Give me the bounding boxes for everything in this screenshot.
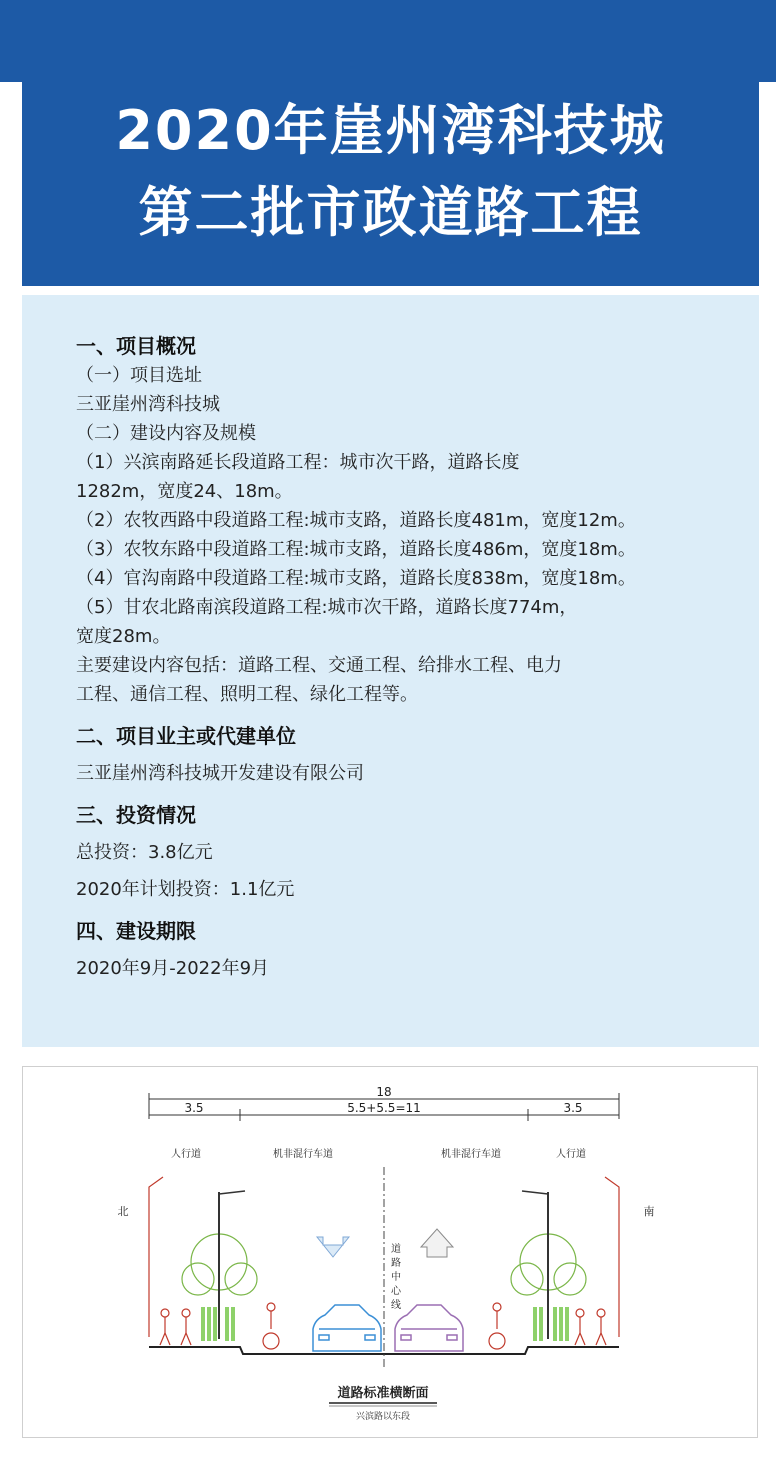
scope-item-5-line-2: 宽度28m。 bbox=[76, 626, 171, 647]
scope-item-3: （3）农牧东路中段道路工程:城市支路，道路长度486m，宽度18m。 bbox=[76, 539, 636, 560]
site-value: 三亚崖州湾科技城 bbox=[76, 394, 220, 415]
center-line-label-char-4: 心 bbox=[391, 1286, 401, 1297]
scope-label: （二）建设内容及规模 bbox=[76, 423, 256, 444]
label-north: 北 bbox=[117, 1205, 129, 1218]
site-label: （一）项目选址 bbox=[76, 365, 202, 386]
arrow-up-icon bbox=[421, 1229, 453, 1257]
scope-item-2: （2）农牧西路中段道路工程:城市支路，道路长度481m，宽度12m。 bbox=[76, 510, 636, 531]
main-content-line-1: 主要建设内容包括：道路工程、交通工程、给排水工程、电力 bbox=[76, 655, 562, 676]
dim-center: 5.5+5.5=11 bbox=[347, 1101, 421, 1115]
dim-left: 3.5 bbox=[184, 1101, 204, 1115]
pedestrian-left-2-icon bbox=[181, 1309, 191, 1345]
car-right-icon bbox=[395, 1305, 463, 1351]
label-mixed-lane-right: 机非混行车道 bbox=[441, 1149, 501, 1160]
pedestrian-right-1-icon bbox=[575, 1309, 585, 1345]
cyclist-right-icon bbox=[489, 1303, 505, 1349]
pedestrian-right-2-icon bbox=[596, 1309, 606, 1345]
scope-item-4: （4）官沟南路中段道路工程:城市支路，道路长度838m，宽度18m。 bbox=[76, 568, 636, 589]
title-banner bbox=[22, 0, 759, 286]
planned-investment-2020: 2020年计划投资：1.1亿元 bbox=[76, 879, 295, 900]
arrow-down-icon bbox=[317, 1237, 349, 1257]
diagram-subcaption: 兴滨路以东段 bbox=[355, 1412, 411, 1422]
dim-total: 18 bbox=[376, 1085, 392, 1099]
center-line-label-char-5: 线 bbox=[391, 1300, 401, 1311]
dim-right: 3.5 bbox=[563, 1101, 583, 1115]
page-title-line-1: 2020年崖州湾科技城 bbox=[115, 99, 666, 162]
section-heading-period: 四、建设期限 bbox=[76, 919, 196, 943]
construction-period: 2020年9月-2022年9月 bbox=[76, 958, 270, 979]
owner-value: 三亚崖州湾科技城开发建设有限公司 bbox=[76, 763, 364, 784]
label-south: 南 bbox=[643, 1205, 655, 1218]
scope-item-1-line-1: （1）兴滨南路延长段道路工程：城市次干路，道路长度 bbox=[76, 452, 520, 473]
section-heading-investment: 三、投资情况 bbox=[76, 803, 196, 827]
cyclist-left-icon bbox=[263, 1303, 279, 1349]
cross-section-svg bbox=[23, 1067, 757, 1437]
shrubs-right-icon bbox=[533, 1307, 569, 1341]
road-cross-section-diagram bbox=[22, 1066, 758, 1438]
label-sidewalk-right: 人行道 bbox=[556, 1149, 586, 1160]
section-heading-owner: 二、项目业主或代建单位 bbox=[76, 724, 296, 748]
section-heading-overview: 一、项目概况 bbox=[76, 334, 196, 358]
scope-item-1-line-2: 1282m，宽度24、18m。 bbox=[76, 481, 293, 502]
project-info-panel bbox=[22, 295, 759, 1047]
main-content-line-2: 工程、通信工程、照明工程、绿化工程等。 bbox=[76, 684, 418, 705]
diagram-caption: 道路标准横断面 bbox=[337, 1386, 429, 1401]
center-line-label-char-2: 路 bbox=[391, 1258, 401, 1269]
center-line-label bbox=[391, 1242, 402, 1311]
center-line-label-char-1: 道 bbox=[391, 1244, 401, 1255]
scope-item-5-line-1: （5）甘农北路南滨段道路工程:城市次干路，道路长度774m， bbox=[76, 597, 578, 618]
car-left-icon bbox=[313, 1305, 381, 1351]
project-info-content bbox=[76, 331, 726, 983]
center-line-label-char-3: 中 bbox=[391, 1272, 401, 1283]
label-sidewalk-left: 人行道 bbox=[171, 1149, 201, 1160]
pedestrian-left-1-icon bbox=[160, 1309, 170, 1345]
total-investment: 总投资：3.8亿元 bbox=[76, 842, 213, 863]
page-title-line-2: 第二批市政道路工程 bbox=[138, 181, 643, 244]
label-mixed-lane-left: 机非混行车道 bbox=[273, 1149, 333, 1160]
